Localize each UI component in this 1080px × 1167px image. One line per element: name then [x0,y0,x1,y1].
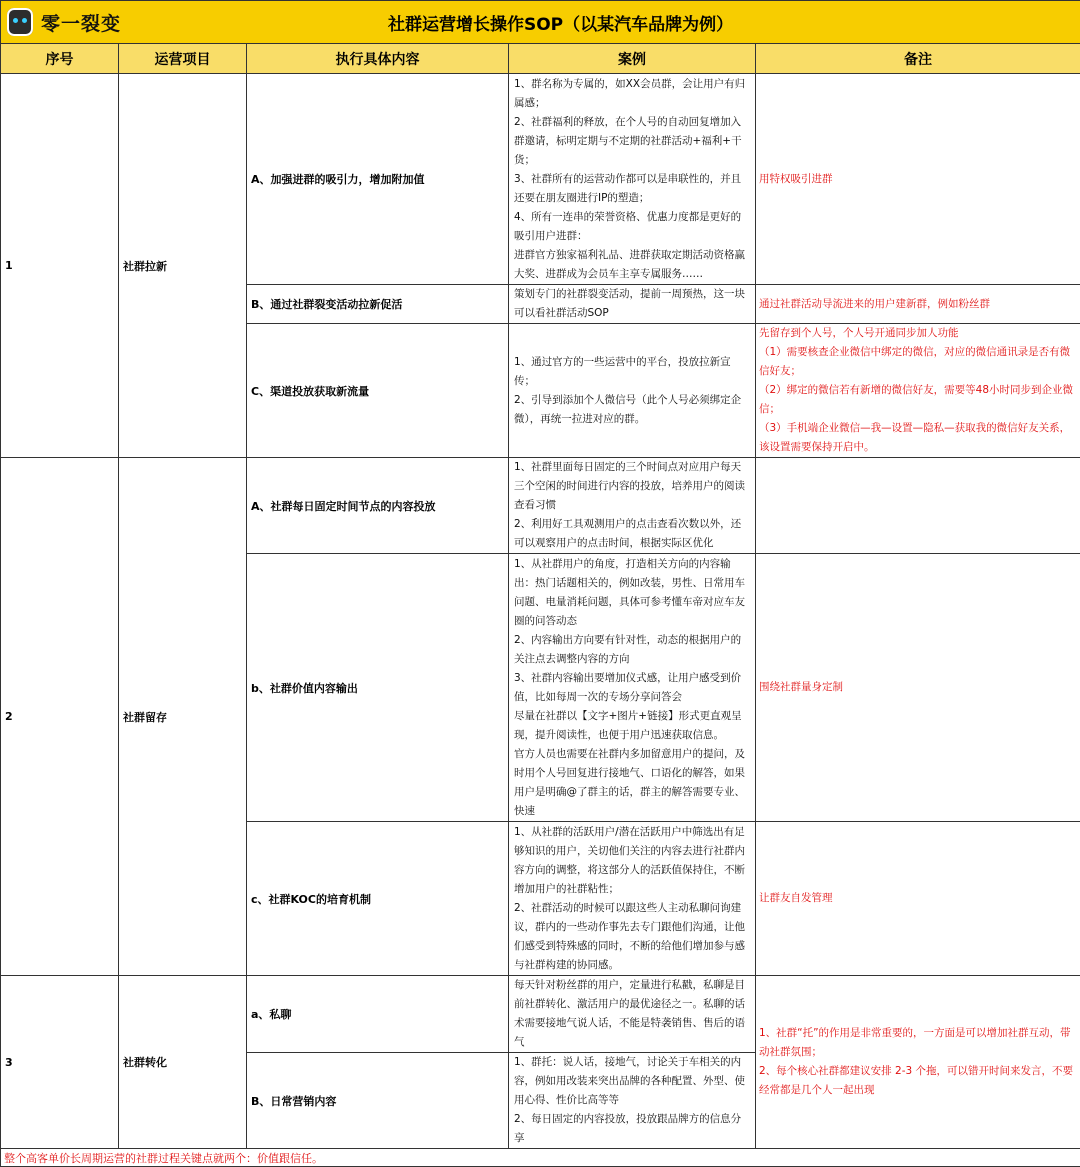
cell-note [756,554,1080,822]
logo [1,1,167,43]
case-line: 3、社群内容输出要增加仪式感，让用户感受到价值，比如每周一次的专场分享问答会 [514,669,751,707]
case-line: 3、社群所有的运营动作都可以是串联性的，并且还要在朋友圈进行IP的塑造； [514,170,751,208]
note-line: 先留存到个人号，个人号开通同步加人功能 [759,324,1076,343]
cell-case [509,324,756,458]
cell-item: 社群转化 [119,976,247,1149]
footer-row [1,1149,1080,1167]
table-row [1,74,1080,285]
header-row [1,44,1080,74]
note-line: 用特权吸引进群 [759,170,1076,189]
title-cell [1,1,1080,44]
header-note: 备注 [756,44,1080,74]
case-line: 1、群托：说人话，接地气，讨论关于车相关的内容，例如用改装来突出品牌的各种配置、外型、使用心得、性价比高等等 [514,1053,751,1110]
cell-exec: B、通过社群裂变活动拉新促活 [247,285,509,324]
cell-case [509,976,756,1053]
case-line: 1、从社群的活跃用户/潜在活跃用户中筛选出有足够知识的用户，关切他们关注的内容去进行社群内容方向的调整，将这部分人的活跃值保持住，不断增加用户的社群粘性； [514,823,751,899]
cell-exec: A、加强进群的吸引力，增加附加值 [247,74,509,285]
note-line: 围绕社群量身定制 [759,678,1076,697]
cell-item: 社群拉新 [119,74,247,458]
cell-note [756,74,1080,285]
robot-face-icon [7,8,33,36]
cell-exec: c、社群KOC的培育机制 [247,822,509,976]
cell-note [756,976,1080,1149]
cell-note [756,324,1080,458]
cell-case [509,285,756,324]
header-exec: 执行具体内容 [247,44,509,74]
logo-text: 零一裂变 [41,9,121,36]
header-no: 序号 [1,44,119,74]
cell-note [756,458,1080,554]
header-item: 运营项目 [119,44,247,74]
case-line: 尽量在社群以【文字+图片+链接】形式更直观呈现，提升阅读性，也便于用户迅速获取信息。 [514,707,751,745]
cell-exec: b、社群价值内容输出 [247,554,509,822]
case-line: 2、每日固定的内容投放，投放跟品牌方的信息分享 [514,1110,751,1148]
case-line: 2、利用好工具观测用户的点击查看次数以外，还可以观察用户的点击时间，根据实际区优化 [514,515,751,553]
case-line: 2、社群福利的释放，在个人号的自动回复增加入群邀请，标明定期与不定期的社群活动+福利+干货； [514,113,751,170]
cell-case [509,74,756,285]
case-line: 策划专门的社群裂变活动，提前一周预热，这一块可以看社群活动SOP [514,285,751,323]
note-line: （2）绑定的微信若有新增的微信好友，需要等48小时同步到企业微信； [759,381,1076,419]
case-line: 官方人员也需要在社群内多加留意用户的提问，及时用个人号回复进行接地气、口语化的解答，如果用户是明确@了群主的话，群主的解答需要专业、快速 [514,745,751,821]
note-line: （3）手机端企业微信—我—设置—隐私—获取我的微信好友关系，该设置需要保持开启中。 [759,419,1076,457]
cell-no: 3 [1,976,119,1149]
header-case: 案例 [509,44,756,74]
cell-exec: B、日常营销内容 [247,1053,509,1149]
title-row [1,1,1080,44]
footer-note: 整个高客单价长周期运营的社群过程关键点就两个：价值跟信任。 [1,1149,1080,1167]
case-line: 1、从社群用户的角度，打造相关方向的内容输出：热门话题相关的，例如改装，男性、日常用车问题、电量消耗问题，具体可参考懂车帝对应车友圈的问答动态 [514,555,751,631]
case-line: 1、通过官方的一些运营中的平台，投放拉新宣传； [514,353,751,391]
case-line: 1、群名称为专属的，如XX会员群，会让用户有归属感； [514,75,751,113]
case-line: 2、内容输出方向要有针对性，动态的根据用户的关注点去调整内容的方向 [514,631,751,669]
page-title: 社群运营增长操作SOP（以某汽车品牌为例） [348,10,733,35]
cell-case [509,458,756,554]
note-line: 2、每个核心社群都建议安排 2-3 个拖，可以错开时间来发言，不要经常都是几个人一起出现 [759,1062,1076,1100]
cell-case [509,554,756,822]
table-row [1,458,1080,554]
case-line: 2、社群活动的时候可以跟这些人主动私聊问询建议，群内的一些动作事先去专门跟他们沟通，让他们感受到特殊感的同时，不断的给他们增加参与感与社群构建的协同感。 [514,899,751,975]
cell-exec: a、私聊 [247,976,509,1053]
cell-exec: A、社群每日固定时间节点的内容投放 [247,458,509,554]
case-line: 4、所有一连串的荣誉资格、优惠力度都是更好的吸引用户进群： [514,208,751,246]
note-line: （1）需要核查企业微信中绑定的微信，对应的微信通讯录是否有微信好友； [759,343,1076,381]
cell-note [756,822,1080,976]
cell-case [509,822,756,976]
note-line: 1、社群“托”的作用是非常重要的，一方面是可以增加社群互动，带动社群氛围； [759,1024,1076,1062]
cell-item: 社群留存 [119,458,247,976]
note-line: 让群友自发管理 [759,889,1076,908]
table-row [1,976,1080,1053]
cell-no: 1 [1,74,119,458]
cell-case [509,1053,756,1149]
case-line: 1、社群里面每日固定的三个时间点对应用户每天三个空闲的时间进行内容的投放，培养用户的阅读查看习惯 [514,458,751,515]
case-line: 进群官方独家福利礼品、进群获取定期活动资格赢大奖、进群成为会员车主享专属服务…… [514,246,751,284]
cell-note [756,285,1080,324]
case-line: 每天针对粉丝群的用户，定量进行私戳，私聊是目前社群转化、激活用户的最优途径之一。私聊的话术需要接地气说人话，不能是特袭销售、售后的语气 [514,976,751,1052]
cell-exec: C、渠道投放获取新流量 [247,324,509,458]
note-line: 通过社群活动导流进来的用户建新群，例如粉丝群 [759,295,1076,314]
case-line: 2、引导到添加个人微信号（此个人号必须绑定企微），再统一拉进对应的群。 [514,391,751,429]
cell-no: 2 [1,458,119,976]
